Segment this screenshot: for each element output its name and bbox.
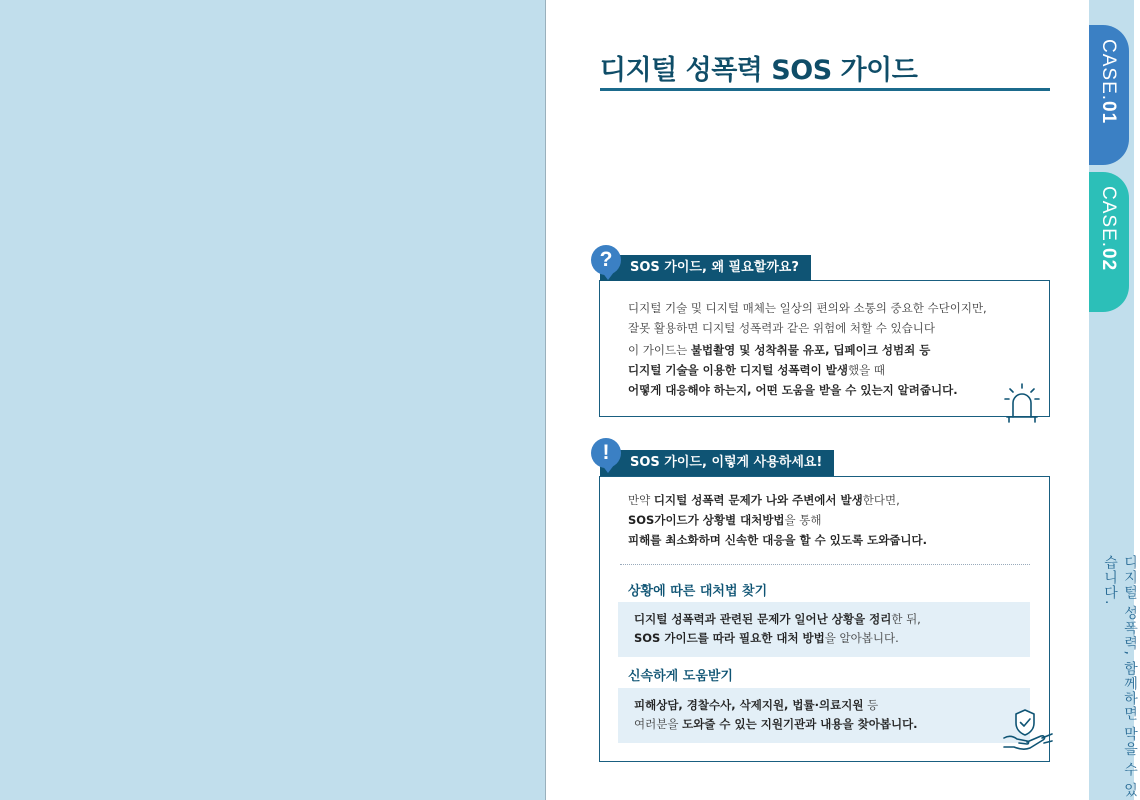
dotted-divider [620, 564, 1030, 565]
left-blank-page [0, 0, 546, 800]
intro-line-2: 잘못 활용하면 디지털 성폭력과 같은 위험에 처할 수 있습니다 [628, 321, 935, 335]
purpose-line-1: 이 가이드는 불법촬영 및 성착취물 유포, 딥페이크 성범죄 등 [628, 343, 931, 357]
tab-case-02-label: CASE.02 [1098, 186, 1119, 272]
find-response-text: 디지털 성폭력과 관련된 문제가 일어난 상황을 정리한 뒤, SOS 가이드를 따라 필요한 대처 방법을 알아봅니다. [634, 612, 921, 645]
purpose-line-3: 어떻게 대응해야 하는지, 어떤 도움을 받을 수 있는지 알려줍니다. [628, 383, 958, 397]
section-how-heading: SOS 가이드, 이렇게 사용하세요! [600, 450, 834, 476]
find-response-box [618, 602, 1030, 657]
section-why-intro [628, 298, 987, 338]
section-why-heading: SOS 가이드, 왜 필요할까요? [600, 255, 811, 281]
how-line-3: 피해를 최소화하며 신속한 대응을 할 수 있도록 도와줍니다. [628, 533, 928, 547]
get-help-box [618, 688, 1030, 743]
how-line-1: 만약 디지털 성폭력 문제가 나와 주변에서 발생한다면, [628, 493, 900, 507]
page-title: 디지털 성폭력 SOS 가이드 [600, 55, 918, 86]
intro-line-1: 디지털 기술 및 디지털 매체는 일상의 편의와 소통의 중요한 수단이지만, [628, 301, 987, 315]
section-how-intro [628, 490, 927, 550]
subhead-find-response: 상황에 따른 대처법 찾기 [628, 584, 768, 599]
tab-case-01[interactable] [1089, 25, 1129, 165]
siren-icon [1002, 381, 1042, 423]
exclamation-icon: ! [591, 438, 621, 468]
purpose-line-2: 디지털 기술을 이용한 디지털 성폭력이 발생했을 때 [628, 363, 885, 377]
shield-hand-icon [1002, 708, 1054, 752]
get-help-text: 피해상담, 경찰수사, 삭제지원, 법률·의료지원 등 여러분을 도와줄 수 있는 지원기관과 내용을 찾아봅니다. [634, 698, 918, 731]
tab-case-02[interactable] [1089, 172, 1129, 312]
section-why-purpose [628, 340, 958, 400]
subhead-get-help: 신속하게 도움받기 [628, 669, 733, 684]
how-line-2: SOS가이드가 상황별 대처방법을 통해 [628, 513, 822, 527]
side-slogan: 디지털 성폭력, 함께하면 막을 수 있습니다. [1102, 555, 1138, 798]
question-icon: ? [591, 245, 621, 275]
title-divider [600, 88, 1050, 91]
tab-case-01-label: CASE.01 [1098, 39, 1119, 125]
